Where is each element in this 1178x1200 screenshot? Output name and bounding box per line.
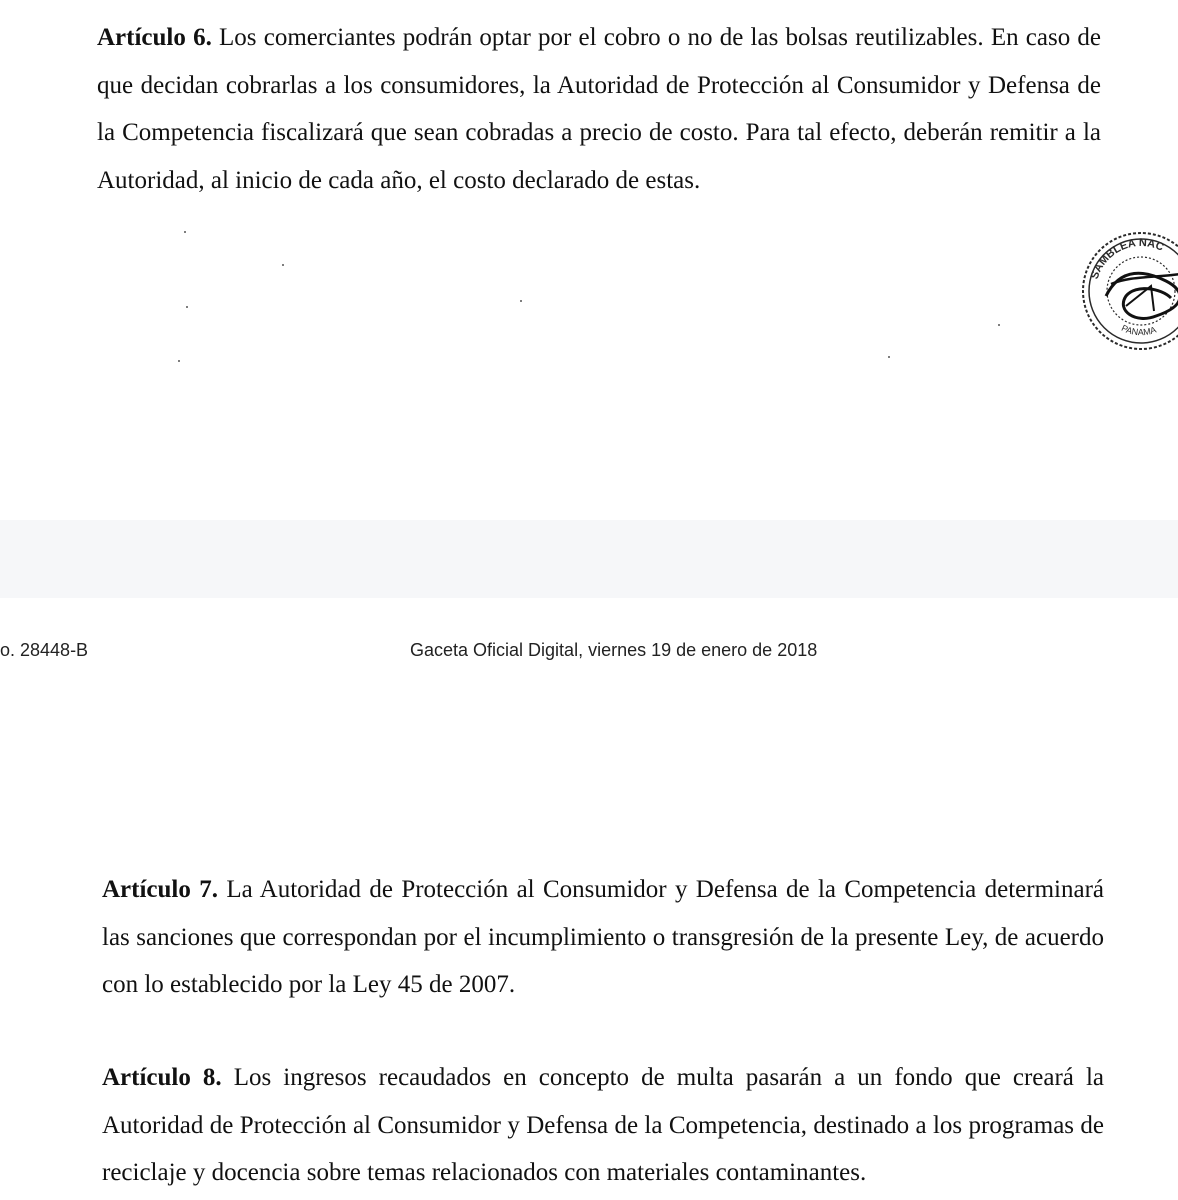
seal-bottom-text: PANAMA bbox=[1119, 322, 1158, 338]
gazette-number: o. 28448-B bbox=[0, 640, 89, 660]
article-8-heading: Artículo 8. bbox=[102, 1064, 222, 1091]
scan-speck bbox=[184, 231, 186, 233]
article-6 bbox=[97, 14, 1101, 204]
scan-speck bbox=[186, 306, 188, 308]
scan-speck bbox=[998, 324, 1000, 326]
seal-icon bbox=[1076, 226, 1178, 356]
seal-top-text: SAMBLEA NAC bbox=[1088, 236, 1166, 281]
article-8-text: Los ingresos recaudados en concepto de multa pasarán a un fondo que creará la Autoridad de Protección al Consumidor y Defensa de la Competencia, destinado a los programas de reciclaje y docencia sobre temas relacionados con materiales contaminantes. bbox=[102, 1064, 1104, 1186]
scan-speck bbox=[888, 356, 890, 358]
scan-speck bbox=[282, 264, 284, 266]
article-7-text: La Autoridad de Protección al Consumidor y Defensa de la Competencia determinará las sanciones que correspondan por el incumplimiento o transgresión de la presente Ley, de acuerdo con lo establecido por la Ley 45 de 2007. bbox=[102, 876, 1104, 998]
article-6-heading: Artículo 6. bbox=[97, 24, 212, 51]
scan-speck bbox=[520, 300, 522, 302]
article-7-heading: Artículo 7. bbox=[102, 876, 218, 903]
official-seal bbox=[1076, 226, 1178, 356]
article-8 bbox=[102, 1054, 1104, 1197]
page-gap bbox=[0, 520, 1178, 598]
article-7 bbox=[102, 866, 1104, 1009]
gazette-title: Gaceta Oficial Digital, viernes 19 de enero de 2018 bbox=[410, 640, 818, 660]
scan-speck bbox=[178, 360, 180, 362]
article-6-text: Los comerciantes podrán optar por el cobro o no de las bolsas reutilizables. En caso de que decidan cobrarlas a los consumidores, la Autoridad de Protección al Consumidor y Defensa de la Competencia fiscalizará que sean cobradas a precio de costo. Para tal efecto, deberán remitir a la Autoridad, al inicio de cada año, el costo declarado de estas. bbox=[97, 24, 1101, 194]
svg-text:PANAMA bbox=[1120, 323, 1158, 337]
